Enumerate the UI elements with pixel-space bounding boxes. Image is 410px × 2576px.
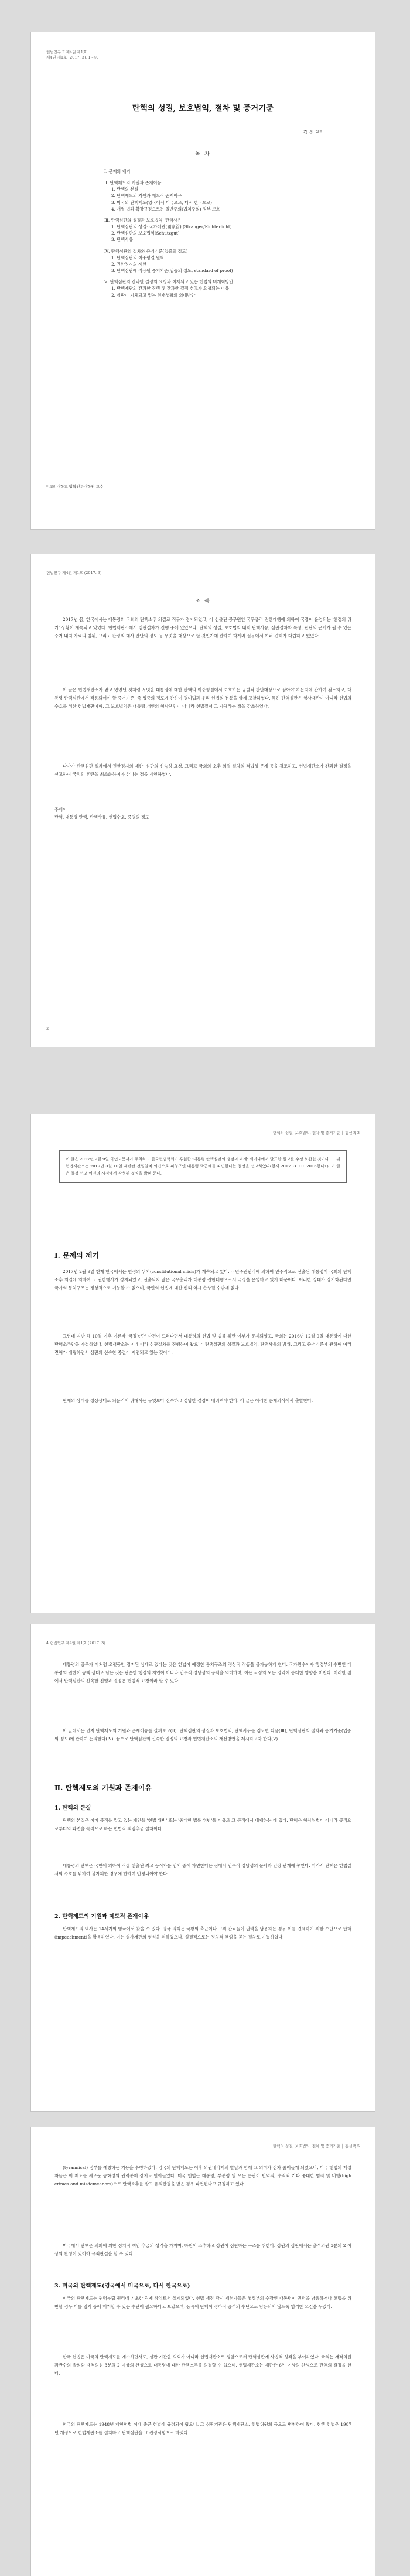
body-paragraph: 이 글에서는 먼저 탄핵제도의 기원과 존재이유를 살펴보고(Ⅱ), 탄핵심판의 성질과 보호법익, 탄핵사유를 검토한 다음(Ⅲ), 탄핵심판의 절차와 증거기준(입증의 정도)에 관하여 논의한다(Ⅳ). 끝으로 탄핵심판의 신속한 결정의 요청과 헌법재판소의 개선방안을 제시하고자 한다(Ⅴ). <box>54 1728 351 1742</box>
body-paragraph: 대통령의 탄핵은 국민에 의하여 직접 선출된 최고 공직자를 임기 중에 파면한다는 점에서 민주적 정당성의 문제와 긴장 관계에 놓인다. 따라서 탄핵은 헌법질서의 수호를 위하여 불가피한 경우에 한하여 인정되어야 한다. <box>54 1863 351 1877</box>
body-paragraph: 미국에서 탄핵은 의회에 의한 정치적 책임 추궁의 성격을 가지며, 하원이 소추하고 상원이 심판하는 구조를 취한다. 상원의 심판에서는 출석의원 3분의 2 이상의 찬성이 있어야 유죄판결을 할 수 있다. <box>54 2243 351 2257</box>
running-header: 탄핵의 성질, 보호법익, 절차 및 증거기준 │ 김선택 3 <box>272 1131 360 1135</box>
journal-name: 헌법연구 Ⅱ 제4권 제1호 <box>46 50 87 55</box>
journal-issue: 제4권 제1호 (2017. 3), 1~40 <box>46 55 99 60</box>
paper-page-1 <box>31 32 375 529</box>
running-header: 탄핵의 성질, 보호법익, 절차 및 증거기준 │ 김선택 5 <box>272 2144 360 2149</box>
toc-subsection-item: 2. 탄핵제도의 기원과 제도적 존재이유 <box>111 193 182 199</box>
subsection-title: 3. 미국의 탄핵제도(영국에서 미국으로, 다시 한국으로) <box>54 2283 190 2289</box>
abstract-paragraph: 이 글은 헌법재판소가 맡고 있었던 것처럼 무엇을 대통령에 대한 탄핵의 이중평결에서 보호하는 규범적 판단대상으로 삼아야 하는지에 관하여 검토하고, 대통령 탄핵심판에서 적용되어야 할 증거기준, 즉 입증의 정도에 관하여 영미법과 우리 헌법의 전통을 함께 고찰하였다. 특히 탄핵심판은 형사재판이 아니라 헌법의 수호를 위한 헌법재판이며, 그 보호법익은 대통령 개인의 형사책임이 아니라 헌법질서 그 자체라는 점을 강조하였다. <box>54 687 351 710</box>
paper-title: 탄핵의 성질, 보호법익, 절차 및 증거기준 <box>132 104 274 113</box>
page-number: 2 <box>46 1026 49 1031</box>
abstract-paragraph: 나아가 탄핵심판 절차에서 권한정지의 제한, 심판의 신속성 요청, 그리고 국회의 소추 의결 절차의 적법성 문제 등을 검토하고, 헌법재판소가 간과한 결정을 선고하여 국정의 혼란을 최소화하여야 한다는 점을 제언하였다. <box>54 763 351 778</box>
toc-section-item: Ⅳ. 탄핵심판의 절차와 증거기준(입증의 정도) <box>104 248 188 254</box>
toc-subsection-item: 2. 권한정지의 제한 <box>111 261 147 267</box>
toc-subsection-item: 4. 개별 법과 확장규정으로는 일반주의(법치주의) 정부 보호 <box>111 206 220 212</box>
body-paragraph: 그런데 지난 해 10월 이후 이른바 '국정농단' 사건이 드러나면서 대통령의 헌법 및 법률 위반 여부가 문제되었고, 국회는 2016년 12월 9일 대통령에 대한 탄핵소추안을 가결하였다. 헌법재판소는 이에 따라 심판절차를 진행하여 왔으나, 탄핵심판의 성질과 보호법익, 탄핵사유의 범위, 그리고 증거기준에 관하여 여러 견해가 대립하면서 심판의 신속한 종결이 지연되고 있는 것이다. <box>54 1333 351 1356</box>
author-note-box: 이 글은 2017년 2월 9일 국민고문서가 주최하고 한국헌법학회가 후원한 '대통령 탄핵심판의 쟁점과 과제' 세미나에서 발표한 원고를 수정·보완한 것이다. 그 뒤 헌법재판소는 2017년 3월 10일 재판관 전원일치 의견으로 피청구인 대통령 박근혜를 파면한다는 결정을 선고하였다(헌재 2017. 3. 10. 2016헌나1). 이 글은 결정 선고 이전의 시점에서 작성된 것임을 밝혀 둔다. <box>59 1150 347 1183</box>
running-header: 4 헌법연구 제4권 제1호 (2017. 3) <box>46 1641 105 1645</box>
toc-subsection-item: 2. 탄핵심판의 보호법익(Schutzgut) <box>111 230 180 236</box>
journal-header <box>46 50 98 61</box>
toc-section-item: Ⅴ. 탄핵심판의 간과한 결정의 요청과 이제되고 있는 헌법의 비개혁방안 <box>104 279 234 285</box>
toc-section-item: Ⅰ. 문제의 제기 <box>104 169 131 174</box>
section-title: Ⅰ. 문제의 제기 <box>54 1251 100 1260</box>
body-paragraph: 한국의 탄핵제도는 1948년 제헌헌법 이래 줄곧 헌법에 규정되어 왔으나, 그 심판기관은 탄핵재판소, 헌법위원회 등으로 변천하여 왔다. 현행 헌법은 1987년 개정으로 헌법재판소를 설치하고 탄핵심판을 그 관장사항으로 하였다. <box>54 2422 351 2436</box>
toc-subsection-item: 1. 탄핵의 본질 <box>111 186 139 192</box>
toc-subsection-item: 3. 탄핵사유 <box>111 237 133 243</box>
paper-page-5 <box>31 2127 375 2576</box>
body-paragraph: 한국 헌법은 미국의 탄핵제도를 계수하면서도, 심판 기관을 의회가 아니라 헌법재판소로 정함으로써 탄핵심판에 사법적 성격을 부여하였다. 국회는 재적의원 과반수의 발의와 재적의원 3분의 2 이상의 찬성으로 대통령에 대한 탄핵소추를 의결할 수 있으며, 헌법재판소는 재판관 6인 이상의 찬성으로 탄핵의 결정을 한다. <box>54 2354 351 2377</box>
toc-heading: 목 차 <box>195 151 211 157</box>
keywords-list: 탄핵, 대통령 탄핵, 탄핵사유, 헌법수호, 증명의 정도 <box>54 814 149 820</box>
author-affiliation-footnote: * 고려대학교 법학전문대학원 교수 <box>46 484 104 489</box>
author-name: 김 선 택* <box>303 130 322 135</box>
body-paragraph: 2017년 2월 9일 현재 한국에서는 헌정의 위기(constitutional crisis)가 계속되고 있다. 국민주권원리에 의하여 민주적으로 선출된 대통령이 국회의 탄핵소추 의결에 의하여 그 권한행사가 정지되었고, 선출되지 않은 국무총리가 대통령 권한대행으로서 국정을 운영하고 있기 때문이다. 이러한 상태가 장기화된다면 국가의 통치구조는 정상적으로 기능할 수 없으며, 국민의 헌법에 대한 신뢰 역시 손상될 수밖에 없다. <box>54 1269 351 1291</box>
toc-subsection-item: 3. 미국의 탄핵제도(영국에서 미국으로, 다시 한국으로) <box>111 199 212 205</box>
body-paragraph: 현재의 상태를 정상상태로 되돌리기 위해서는 무엇보다 신속하고 정당한 결정이 내려져야 한다. 이 글은 이러한 문제의식에서 출발한다. <box>63 1398 313 1403</box>
running-header: 헌법연구 제4권 제1호 (2017. 3) <box>46 571 102 575</box>
body-paragraph: (tyrannical) 정부를 예방하는 기능을 수행하였다. 영국의 탄핵제도는 이후 의원내각제의 발달과 함께 그 의미가 점차 줄어들게 되었으나, 미국 헌법의 제정자들은 이 제도를 새로운 공화정의 권력통제 장치로 받아들였다. 미국 헌법은 대통령, 부통령 및 모든 문관이 반역죄, 수뢰죄 기타 중대한 범죄 및 비행(high crimes and misdemeanors)으로 탄핵소추를 받고 유죄판결을 받은 경우 파면된다고 규정하고 있다. <box>54 2165 351 2187</box>
toc-section-item: Ⅱ. 탄핵제도의 기원과 존재이유 <box>104 180 162 186</box>
keywords-label: 주제어 <box>54 807 67 812</box>
toc-subsection-item: 1. 탄핵재판의 간과한 진행 및 간과한 결정 선고가 요청되는 이유 <box>111 286 230 291</box>
paper-page-3 <box>31 1114 375 1613</box>
paper-page-2 <box>31 554 375 1047</box>
toc-subsection-item: 2. 심판이 지체되고 있는 헌재생활의 의대방안 <box>111 292 196 298</box>
toc-subsection-item: 1. 탄핵심판의 성질: 국가에관(國家管) (Stranger/Richterlicht) <box>111 224 232 230</box>
subsection-title: 1. 탄핵의 본질 <box>54 1805 91 1811</box>
abstract-paragraph: 2017년 봄, 한국에서는 대통령의 국회의 탄핵소추 의결로 직무가 정지되었고, 이 선출된 공무원인 국무총리 권한대행에 의하여 국정이 운영되는 '헌정의 위기' 상황이 계속되고 있었다. 헌법재판소에서 심판절차가 진행 중에 있었으나, 탄핵의 성질, 보호법익 내지 탄핵사유, 심판절차와 특성, 판단의 근거가 될 수 있는 증거 내지 자료의 범위, 그리고 판정의 대사 판단의 정도 등 무엇을 대상으로 할 것인가에 관하여 학계와 실무에서 여러 견해가 대립하고 있었다. <box>54 617 351 639</box>
paper-page-4 <box>31 1624 375 2111</box>
toc-subsection-item: 3. 탄핵심판에 적용될 증거기준(입증의 정도, standard of proof) <box>111 268 233 274</box>
body-paragraph: 탄핵제도의 역사는 14세기의 영국에서 찾을 수 있다. 영국 의회는 국왕의 측근이나 고위 관료들이 권력을 남용하는 경우 이를 견제하기 위한 수단으로 탄핵(impeachment)을 활용하였다. 이는 형사재판의 형식을 취하였으나, 실질적으로는 정치적 책임을 묻는 절차로 기능하였다. <box>54 1926 351 1940</box>
section-title: Ⅱ. 탄핵제도의 기원과 존재이유 <box>54 1784 152 1792</box>
body-paragraph: 대통령의 공무가 이처럼 오랫동안 정지된 상태로 있다는 것은 헌법이 예정한 통치구조의 정상적 작동을 불가능하게 한다. 국가원수이자 행정부의 수반인 대통령의 권한이 공백 상태로 남는 것은 단순한 행정의 지연이 아니라 민주적 정당성의 공백을 의미하며, 이는 국정의 모든 영역에 중대한 영향을 미친다. 이러한 점에서 탄핵심판의 신속한 진행과 결정은 헌법적 요청이라 할 수 있다. <box>54 1662 351 1684</box>
body-paragraph: 미국의 탄핵제도는 권력분립 원리에 기초한 견제 장치로서 설계되었다. 헌법 제정 당시 제헌자들은 행정부의 수장인 대통령이 권력을 남용하거나 헌법을 위반할 경우 이를 임기 중에 제거할 수 있는 수단이 필요하다고 보았으며, 동시에 탄핵이 정파적 공격의 수단으로 남용되지 않도록 엄격한 요건을 두었다. <box>54 2296 351 2310</box>
subsection-title: 2. 탄핵제도의 기원과 제도적 존재이유 <box>54 1913 149 1920</box>
table-of-contents <box>104 168 339 298</box>
body-paragraph: 탄핵의 본질은 이미 공직을 맡고 있는 개인을 '헌법 위반' 또는 '중대한 법률 위반'을 이유로 그 공직에서 배제하는 데 있다. 탄핵은 형사처벌이 아니라 공직으로부터의 파면을 목적으로 하는 헌법적 책임추궁 절차이다. <box>54 1818 351 1832</box>
abstract-heading: 초 록 <box>195 598 211 604</box>
toc-subsection-item: 1. 탄핵심판의 이중평결 원칙 <box>111 254 165 260</box>
toc-section-item: Ⅲ. 탄핵심판의 성질과 보호법익, 탄핵사유 <box>104 217 182 223</box>
